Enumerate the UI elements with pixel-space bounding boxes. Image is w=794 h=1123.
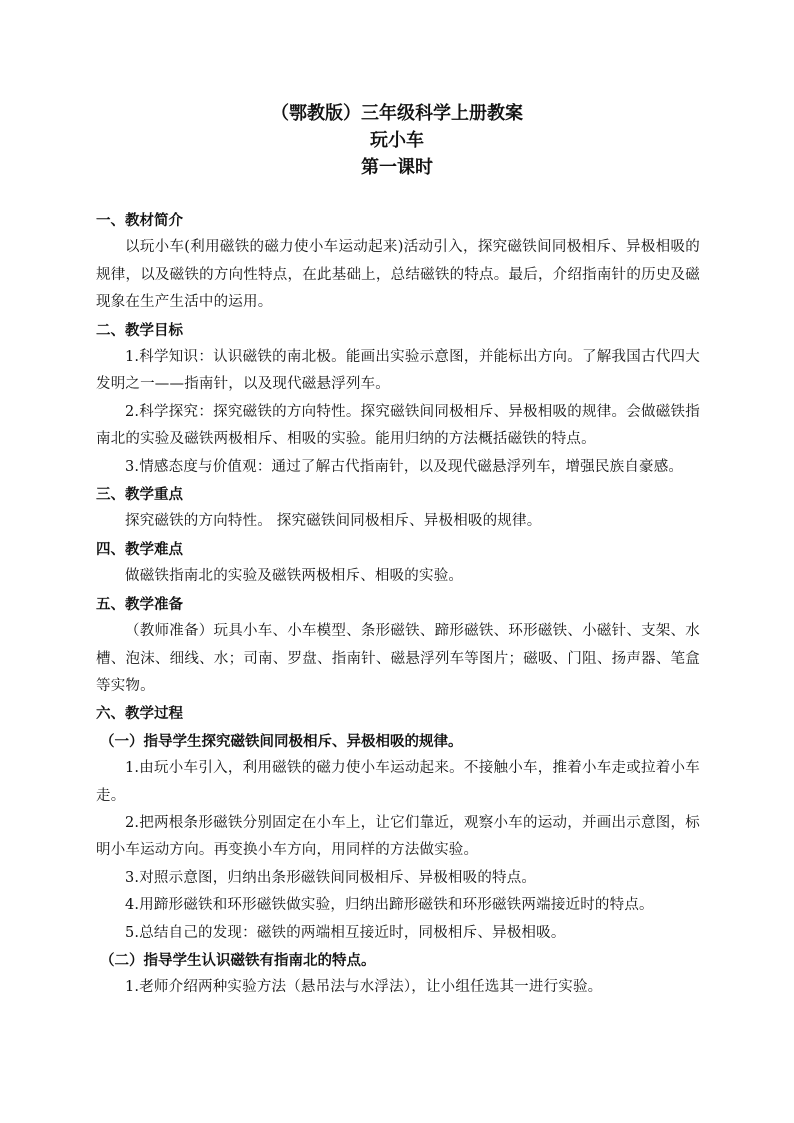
paragraph: 4.用蹄形磁铁和环形磁铁做实验，归纳出蹄形磁铁和环形磁铁两端接近时的特点。 [125, 897, 654, 914]
section-heading-preparation: 五、教学准备 [96, 595, 183, 613]
paragraph: 2.把两根条形磁铁分别固定在小车上，让它们靠近，观察小车的运动，并画出示意图，标明小车运动方向。再变换小车方向，用同样的方法做实验。 [96, 814, 700, 859]
paragraph: 做磁铁指南北的实验及磁铁两极相斥、相吸的实验。 [125, 568, 464, 585]
paragraph: 2.科学探究：探究磁铁的方向特性。探究磁铁间同极相斥、异极相吸的规律。会做磁铁指南北的实验及磁铁两极相斥、相吸的实验。能用归纳的方法概括磁铁的特点。 [96, 403, 700, 448]
period-title: 第一课时 [361, 157, 433, 178]
section-heading-process: 六、教学过程 [96, 705, 183, 723]
paragraph: 5.总结自己的发现：磁铁的两端相互接近时，同极相斥、异极相吸。 [125, 924, 566, 941]
paragraph: 1.科学知识：认识磁铁的南北极。能画出实验示意图，并能标出方向。了解我国古代四大发明之一——指南针，以及现代磁悬浮列车。 [96, 349, 700, 393]
process-step-heading: （二）指导学生认识磁铁有指南北的特点。 [100, 951, 376, 969]
section-heading-key-points: 三、教学重点 [96, 486, 183, 504]
paragraph: 探究磁铁的方向特性。 探究磁铁间同极相斥、异极相吸的规律。 [125, 513, 542, 530]
section-heading-difficulties: 四、教学难点 [96, 540, 183, 558]
paragraph: 3.对照示意图，归纳出条形磁铁间同极相斥、异极相吸的特点。 [125, 869, 537, 886]
process-step-heading: （一）指导学生探究磁铁间同极相斥、异极相吸的规律。 [100, 732, 463, 750]
lesson-title: 玩小车 [370, 130, 424, 151]
paragraph: 1.老师介绍两种实验方法（悬吊法与水浮法），让小组任选其一进行实验。 [125, 979, 603, 996]
paragraph: 3.情感态度与价值观：通过了解古代指南针，以及现代磁悬浮列车，增强民族自豪感。 [125, 458, 684, 475]
section-heading-intro: 一、教材简介 [96, 212, 183, 229]
document-title: （鄂教版）三年级科学上册教案 [271, 103, 523, 124]
paragraph: （教师准备）玩具小车、小车模型、条形磁铁、蹄形磁铁、环形磁铁、小磁针、支架、水槽、泡沫、细线、水；司南、罗盘、指南针、磁悬浮列车等图片；磁吸、门阻、扬声器、笔盒等实物。 [96, 623, 700, 694]
title-block [0, 100, 794, 181]
paragraph: 1.由玩小车引入，利用磁铁的磁力使小车运动起来。不接触小车，推着小车走或拉着小车走。 [96, 760, 700, 804]
paragraph: 以玩小车(利用磁铁的磁力使小车运动起来)活动引入，探究磁铁间同极相斥、异极相吸的规律，以及磁铁的方向性特点，在此基础上，总结磁铁的特点。最后，介绍指南针的历史及磁现象在生产生活中的运用。 [96, 239, 700, 311]
section-heading-objectives: 二、教学目标 [96, 321, 183, 339]
document-body [96, 207, 700, 1002]
